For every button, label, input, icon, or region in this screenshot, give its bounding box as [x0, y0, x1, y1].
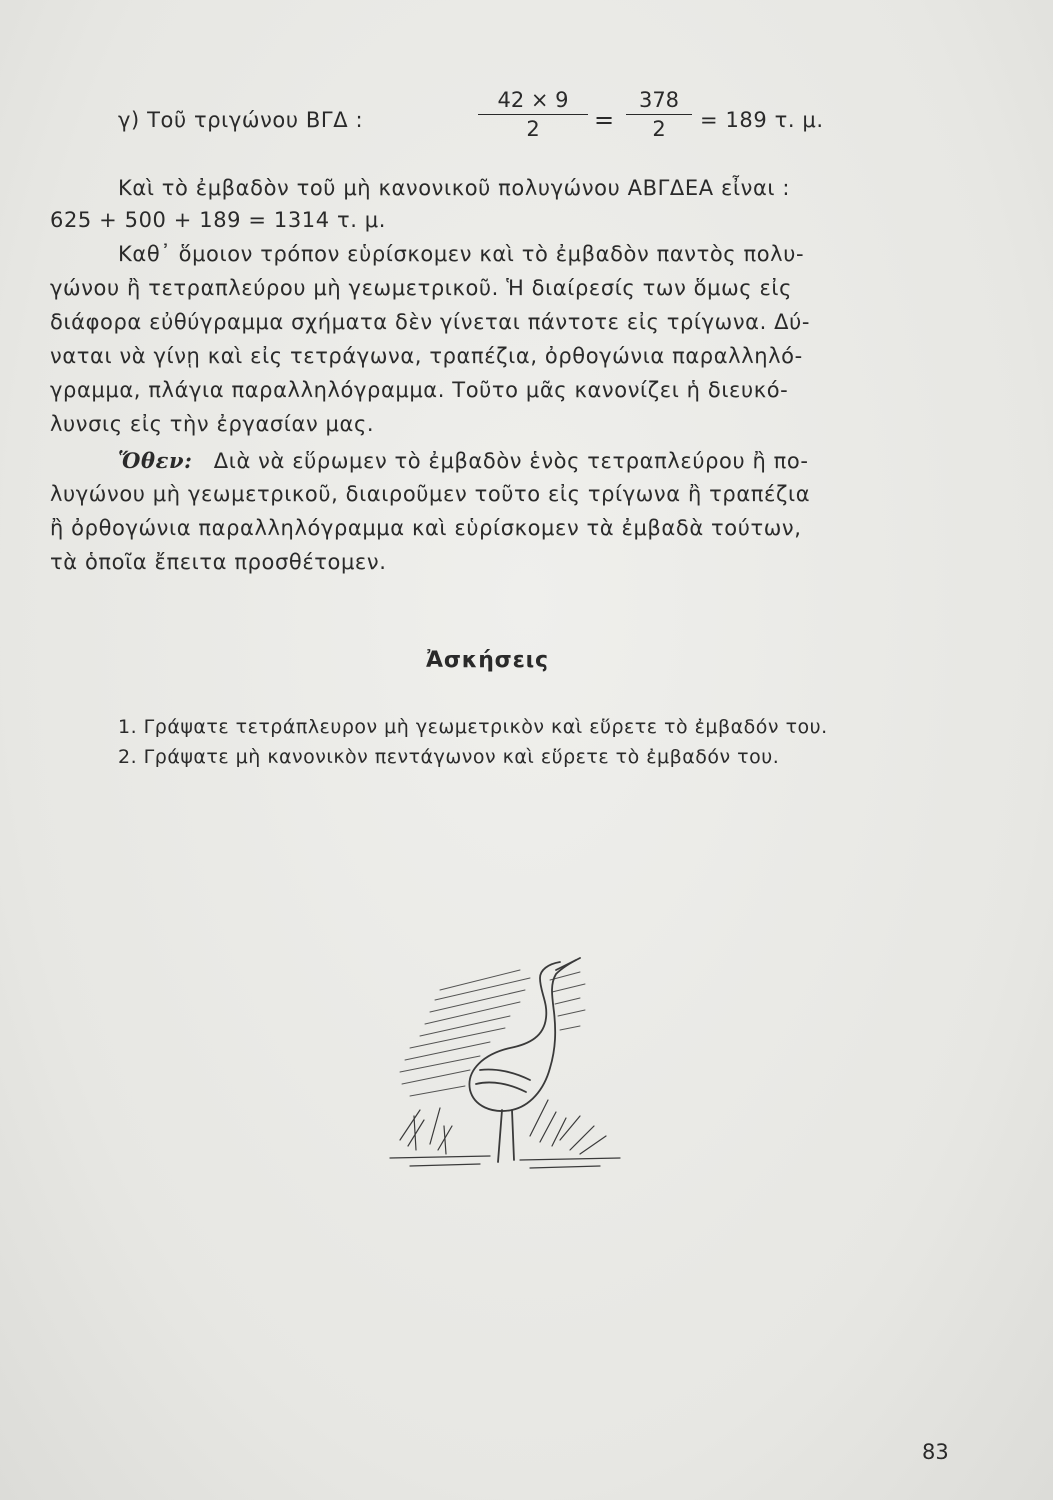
paragraph-2-line-5: γραμμα, πλάγια παραλληλόγραμμα. Τοῦτο μᾶς κανονίζει ἡ διευκό- [50, 378, 789, 402]
paragraph-3-line-1-text: Διὰ νὰ εὕρωμεν τὸ ἐμβαδὸν ἑνὸς τετραπλεύρου ἢ πο- [213, 449, 809, 473]
paragraph-2-line-3: διάφορα εὐθύγραμμα σχήματα δὲν γίνεται πάντοτε εἰς τρίγωνα. Δύ- [50, 310, 811, 334]
fraction-2-numerator: 378 [638, 88, 680, 112]
exercise-item: 1. Γράψατε τετράπλευρον μὴ γεωμετρικὸν καὶ εὕρετε τὸ ἐμβαδόν του. [118, 716, 828, 738]
paragraph-3-lead: Ὅθεν: [118, 448, 193, 473]
paragraph-2-line-6: λυνσις εἰς τὴν ἐργασίαν μας. [50, 412, 375, 436]
paragraph-1-line-2: 625 + 500 + 189 = 1314 τ. μ. [50, 208, 387, 232]
paragraph-1-line-1: Καὶ τὸ ἐμβαδὸν τοῦ μὴ κανονικοῦ πολυγώνου ΑΒΓΔΕΑ εἶναι : [118, 176, 791, 200]
paragraph-3-line-3: ἢ ὀρθογώνια παραλληλόγραμμα καὶ εὑρίσκομεν τὰ ἐμβαδὰ τούτων, [50, 516, 802, 540]
background-hatching [400, 970, 585, 1096]
paragraph-2-line-2: γώνου ἢ τετραπλεύρου μὴ γεωμετρικοῦ. Ἡ διαίρεσίς των ὅμως εἰς [50, 276, 793, 300]
paragraph-3-line-4: τὰ ὁποῖα ἔπειτα προσθέτομεν. [50, 550, 387, 574]
equals-sign: = [594, 106, 615, 134]
paragraph-3-line-2: λυγώνου μὴ γεωμετρικοῦ, διαιροῦμεν τοῦτο εἰς τρίγωνα ἢ τραπέζια [50, 482, 811, 506]
fraction-1 [478, 88, 588, 141]
paragraph-2-line-4: ναται νὰ γίνῃ καὶ εἰς τετράγωνα, τραπέζια, ὀρθογώνια παραλληλό- [50, 344, 803, 368]
exercises-heading: Ἀσκήσεις [426, 648, 549, 673]
page-number: 83 [922, 1440, 949, 1464]
fraction-1-bar [478, 114, 588, 115]
exercise-item: 2. Γράψατε μὴ κανονικὸν πεντάγωνον καὶ εὕρετε τὸ ἐμβαδόν του. [118, 746, 780, 768]
fraction-2 [626, 88, 692, 141]
equation-result: = 189 τ. μ. [700, 108, 824, 132]
paragraph-2-line-1: Καθ᾽ ὅμοιον τρόπον εὑρίσκομεν καὶ τὸ ἐμβαδὸν παντὸς πολυ- [118, 242, 805, 266]
fraction-2-bar [626, 114, 692, 115]
equation-label: γ) Τοῦ τριγώνου ΒΓΔ : [118, 108, 364, 132]
fraction-1-numerator: 42 × 9 [497, 88, 569, 112]
fraction-1-denominator: 2 [526, 117, 540, 141]
paragraph-3-line-1 [118, 448, 809, 473]
heron-illustration [380, 940, 640, 1180]
fraction-2-denominator: 2 [652, 117, 666, 141]
